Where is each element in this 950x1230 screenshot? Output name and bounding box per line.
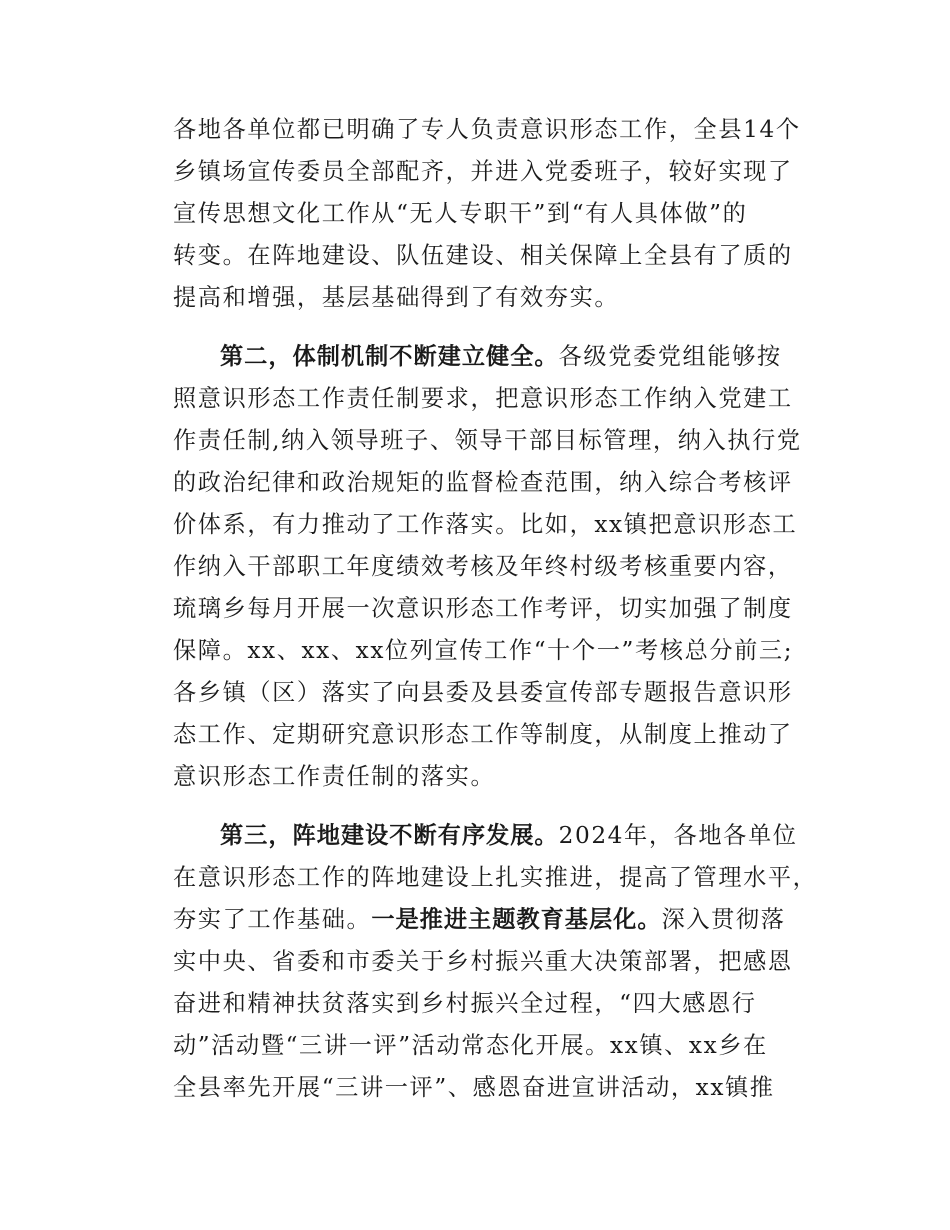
paragraph-2-line-6: 作纳入干部职工年度绩效考核及年终村级考核重要内容， [173, 553, 793, 580]
paragraph-3-line-4: 实中央、省委和市委关于乡村振兴重大决策部署，把感恩 [173, 948, 793, 975]
paragraph-1-line-4: 转变。在阵地建设、队伍建设、相关保障上全县有了质的 [173, 242, 793, 269]
paragraph-2-line-7: 琉璃乡每月开展一次意识形态工作考评，切实加强了制度 [173, 595, 793, 622]
paragraph-2-line-11: 意识形态工作责任制的落实。 [173, 763, 496, 790]
paragraph-3-heading: 第三，阵地建设不断有序发展。 [220, 822, 559, 849]
paragraph-3-line-5: 奋进和精神扶贫落实到乡村振兴全过程，“四大感恩行 [173, 990, 757, 1017]
paragraph-3-line-3-after: 深入贯彻落 [661, 906, 786, 933]
paragraph-2-line-5: 价体系，有力推动了工作落实。比如，xx镇把意识形态工 [173, 511, 798, 538]
paragraph-3-line-2: 在意识形态工作的阵地建设上扎实推进，提高了管理水平， [173, 864, 818, 891]
paragraph-2-line-1 [220, 337, 815, 377]
paragraph-1-line-5: 提高和增强，基层基础得到了有效夯实。 [173, 284, 620, 311]
paragraph-2-line-2: 照意识形态工作责任制要求，把意识形态工作纳入党建工 [173, 385, 793, 412]
paragraph-2-line-10: 态工作、定期研究意识形态工作等制度，从制度上推动了 [173, 721, 793, 748]
paragraph-3-line-7: 全县率先开展“三讲一评”、感恩奋进宣讲活动，xx镇推 [173, 1074, 775, 1101]
paragraph-2-line-9: 各乡镇（区）落实了向县委及县委宣传部专题报告意识形 [173, 679, 793, 706]
paragraph-1-line-3: 宣传思想文化工作从“无人专职干”到“有人具体做”的 [173, 200, 748, 227]
paragraph-2-heading: 第二，体制机制不断建立健全。 [220, 343, 559, 370]
paragraph-3-line-1-rest: 2024年，各地各单位 [558, 822, 798, 849]
paragraph-3-line-3-before: 夯实了工作基础。 [173, 906, 372, 933]
paragraph-1-line-2: 乡镇场宣传委员全部配齐，并进入党委班子，较好实现了 [173, 158, 793, 185]
paragraph-1-line-1: 各地各单位都已明确了专人负责意识形态工作，全县14个 [173, 116, 801, 143]
paragraph-2-line-1-rest: 各级党委党组能够按 [558, 343, 782, 370]
paragraph-3-line-1 [220, 816, 815, 856]
paragraph-3-line-6: 动”活动暨“三讲一评”活动常态化开展。xx镇、xx乡在 [173, 1032, 768, 1059]
paragraph-2-line-4: 的政治纪律和政治规矩的监督检查范围，纳入综合考核评 [173, 469, 793, 496]
paragraph-3-subheading: 一是推进主题教育基层化。 [371, 906, 662, 933]
paragraph-2-line-3: 作责任制,纳入领导班子、领导干部目标管理，纳入执行党 [173, 427, 802, 454]
paragraph-3-line-3 [173, 900, 813, 940]
paragraph-2-line-8: 保障。xx、xx、xx位列宣传工作“十个一”考核总分前三; [173, 637, 794, 664]
